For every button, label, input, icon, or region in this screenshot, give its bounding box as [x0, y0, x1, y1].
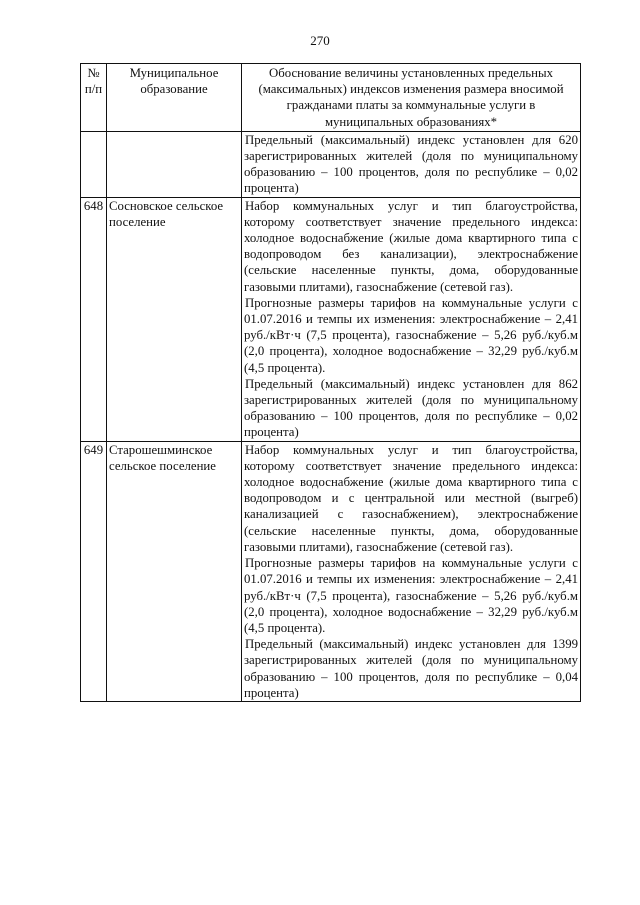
- row-justification: [242, 441, 581, 701]
- row-justification: [242, 131, 581, 197]
- row-municipality: Сосновское сельское поселение: [107, 197, 242, 441]
- row-number: 648: [81, 197, 107, 441]
- justification-paragraph: Предельный (максимальный) индекс установлен для 1399 зарегистрированных жителей (доля по муниципальному образованию – 100 процентов, доля по республике – 0,04 процента): [244, 637, 578, 700]
- header-justification: Обоснование величины установленных предельных (максимальных) индексов изменения размера вносимой гражданами платы за коммунальные услуги в муниципальных образованиях*: [242, 64, 581, 132]
- tariff-index-table: [80, 63, 581, 702]
- table-row: [81, 441, 581, 701]
- justification-paragraph: Набор коммунальных услуг и тип благоустройства, которому соответствует значение предельного индекса: холодное водоснабжение (жилые дома квартирного типа с водопроводом и с центральной или местной (выгреб) канализацией с газоснабжением), электроснабжение (сельские населенные пункты, дома, оборудованные газовыми плитами), газоснабжение (сетевой газ).: [244, 442, 578, 554]
- justification-paragraph: Предельный (максимальный) индекс установлен для 620 зарегистрированных жителей (доля по муниципальному образованию – 100 процентов, доля по республике – 0,02 процента): [244, 132, 578, 196]
- row-municipality: Старошешминское сельское поселение: [107, 441, 242, 701]
- row-number: [81, 131, 107, 197]
- row-number: 649: [81, 441, 107, 701]
- row-justification: [242, 197, 581, 441]
- table-header-row: [81, 64, 581, 132]
- justification-paragraph: Прогнозные размеры тарифов на коммунальные услуги с 01.07.2016 и темпы их изменения: электроснабжение – 2,41 руб./кВт·ч (7,5 процента), газоснабжение – 5,26 руб./куб.м (2,0 процента), холодное водоснабжение – 32,29 руб./куб.м (4,5 процента).: [244, 295, 578, 375]
- table-row: [81, 131, 581, 197]
- page-number: 270: [310, 33, 330, 48]
- header-municipality: Муниципальное образование: [107, 64, 242, 132]
- table-row: [81, 197, 581, 441]
- justification-paragraph: Предельный (максимальный) индекс установлен для 862 зарегистрированных жителей (доля по муниципальному образованию – 100 процентов, доля по республике – 0,02 процента): [244, 376, 578, 440]
- justification-paragraph: Набор коммунальных услуг и тип благоустройства, которому соответствует значение предельного индекса: холодное водоснабжение (жилые дома квартирного типа с водопроводом без канализации), электроснабжение (сельские населенные пункты, дома, оборудованные газовыми плитами), газоснабжение (сетевой газ).: [244, 198, 578, 294]
- row-municipality: [107, 131, 242, 197]
- justification-paragraph: Прогнозные размеры тарифов на коммунальные услуги с 01.07.2016 и темпы их изменения: электроснабжение – 2,41 руб./кВт·ч (7,5 процента), газоснабжение – 5,26 руб./куб.м (2,0 процента), холодное водоснабжение – 32,29 руб./куб.м (4,5 процента).: [244, 556, 578, 635]
- header-number: № п/п: [81, 64, 107, 132]
